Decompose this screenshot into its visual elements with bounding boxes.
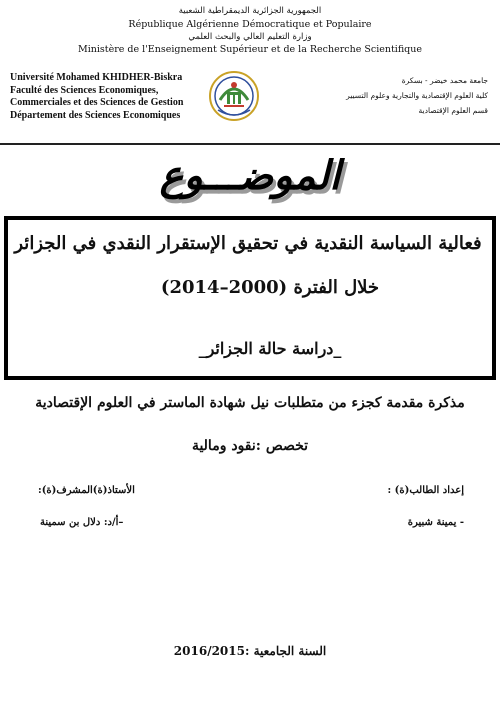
university-name-french: Université Mohamed KHIDHER-Biskra <box>10 72 183 83</box>
thesis-case-study: _دراسة حالة الجزائر_ <box>198 339 342 358</box>
student-name: - يمينة شبيرة <box>407 517 464 528</box>
republic-name-french: République Algérienne Démocratique et Populaire <box>128 19 372 30</box>
university-seal-icon <box>208 70 260 122</box>
university-name-arabic: جامعة محمد خيضر - بسكرة <box>401 76 488 85</box>
republic-name-arabic: الجمهورية الجزائرية الديمقراطية الشعبية <box>178 6 322 16</box>
supervisor-label: الأستاذ(ة)المشرف(ة): <box>38 485 135 496</box>
specialty: تخصص :نقود ومالية <box>191 438 309 454</box>
institution-block-arabic <box>288 73 488 118</box>
ministry-name-arabic: وزارة التعليم العالي والبحث العلمي <box>188 32 312 42</box>
thesis-title: فعالية السياسة النقدية في تحقيق الإستقرار النقدي في الجزائر <box>14 233 482 254</box>
department-name-french: Département des Sciences Economiques <box>10 109 181 121</box>
subject-heading: الموضـــوع <box>159 153 341 199</box>
faculty-name-arabic: كلية العلوم الإقتصادية والتجارية وعلوم التسيير <box>346 91 488 100</box>
ministry-name-french: Ministère de l'Enseignement Supérieur et de la Recherche Scientifique <box>78 44 422 55</box>
faculty-name-french-line2: Commerciales et des Sciences de Gestion <box>10 97 184 108</box>
academic-year: السنة الجامعية :2016/2015 <box>173 644 327 658</box>
thesis-period: خلال الفترة (2000–2014) <box>160 277 380 298</box>
supervisor-name: –أ/د: دلال بن سمينة <box>40 517 124 528</box>
prepared-by-label: إعداد الطالب(ة) : <box>387 485 464 496</box>
department-name-arabic: قسم العلوم الإقتصادية <box>418 106 488 115</box>
header-divider <box>0 143 500 145</box>
institution-block-french <box>10 72 210 122</box>
faculty-name-french-line1: Faculté des Sciences Economiques, <box>10 84 159 96</box>
thesis-description: مذكرة مقدمة كجزء من متطلبات نيل شهادة الماستر في العلوم الإقتصادية <box>35 395 465 411</box>
